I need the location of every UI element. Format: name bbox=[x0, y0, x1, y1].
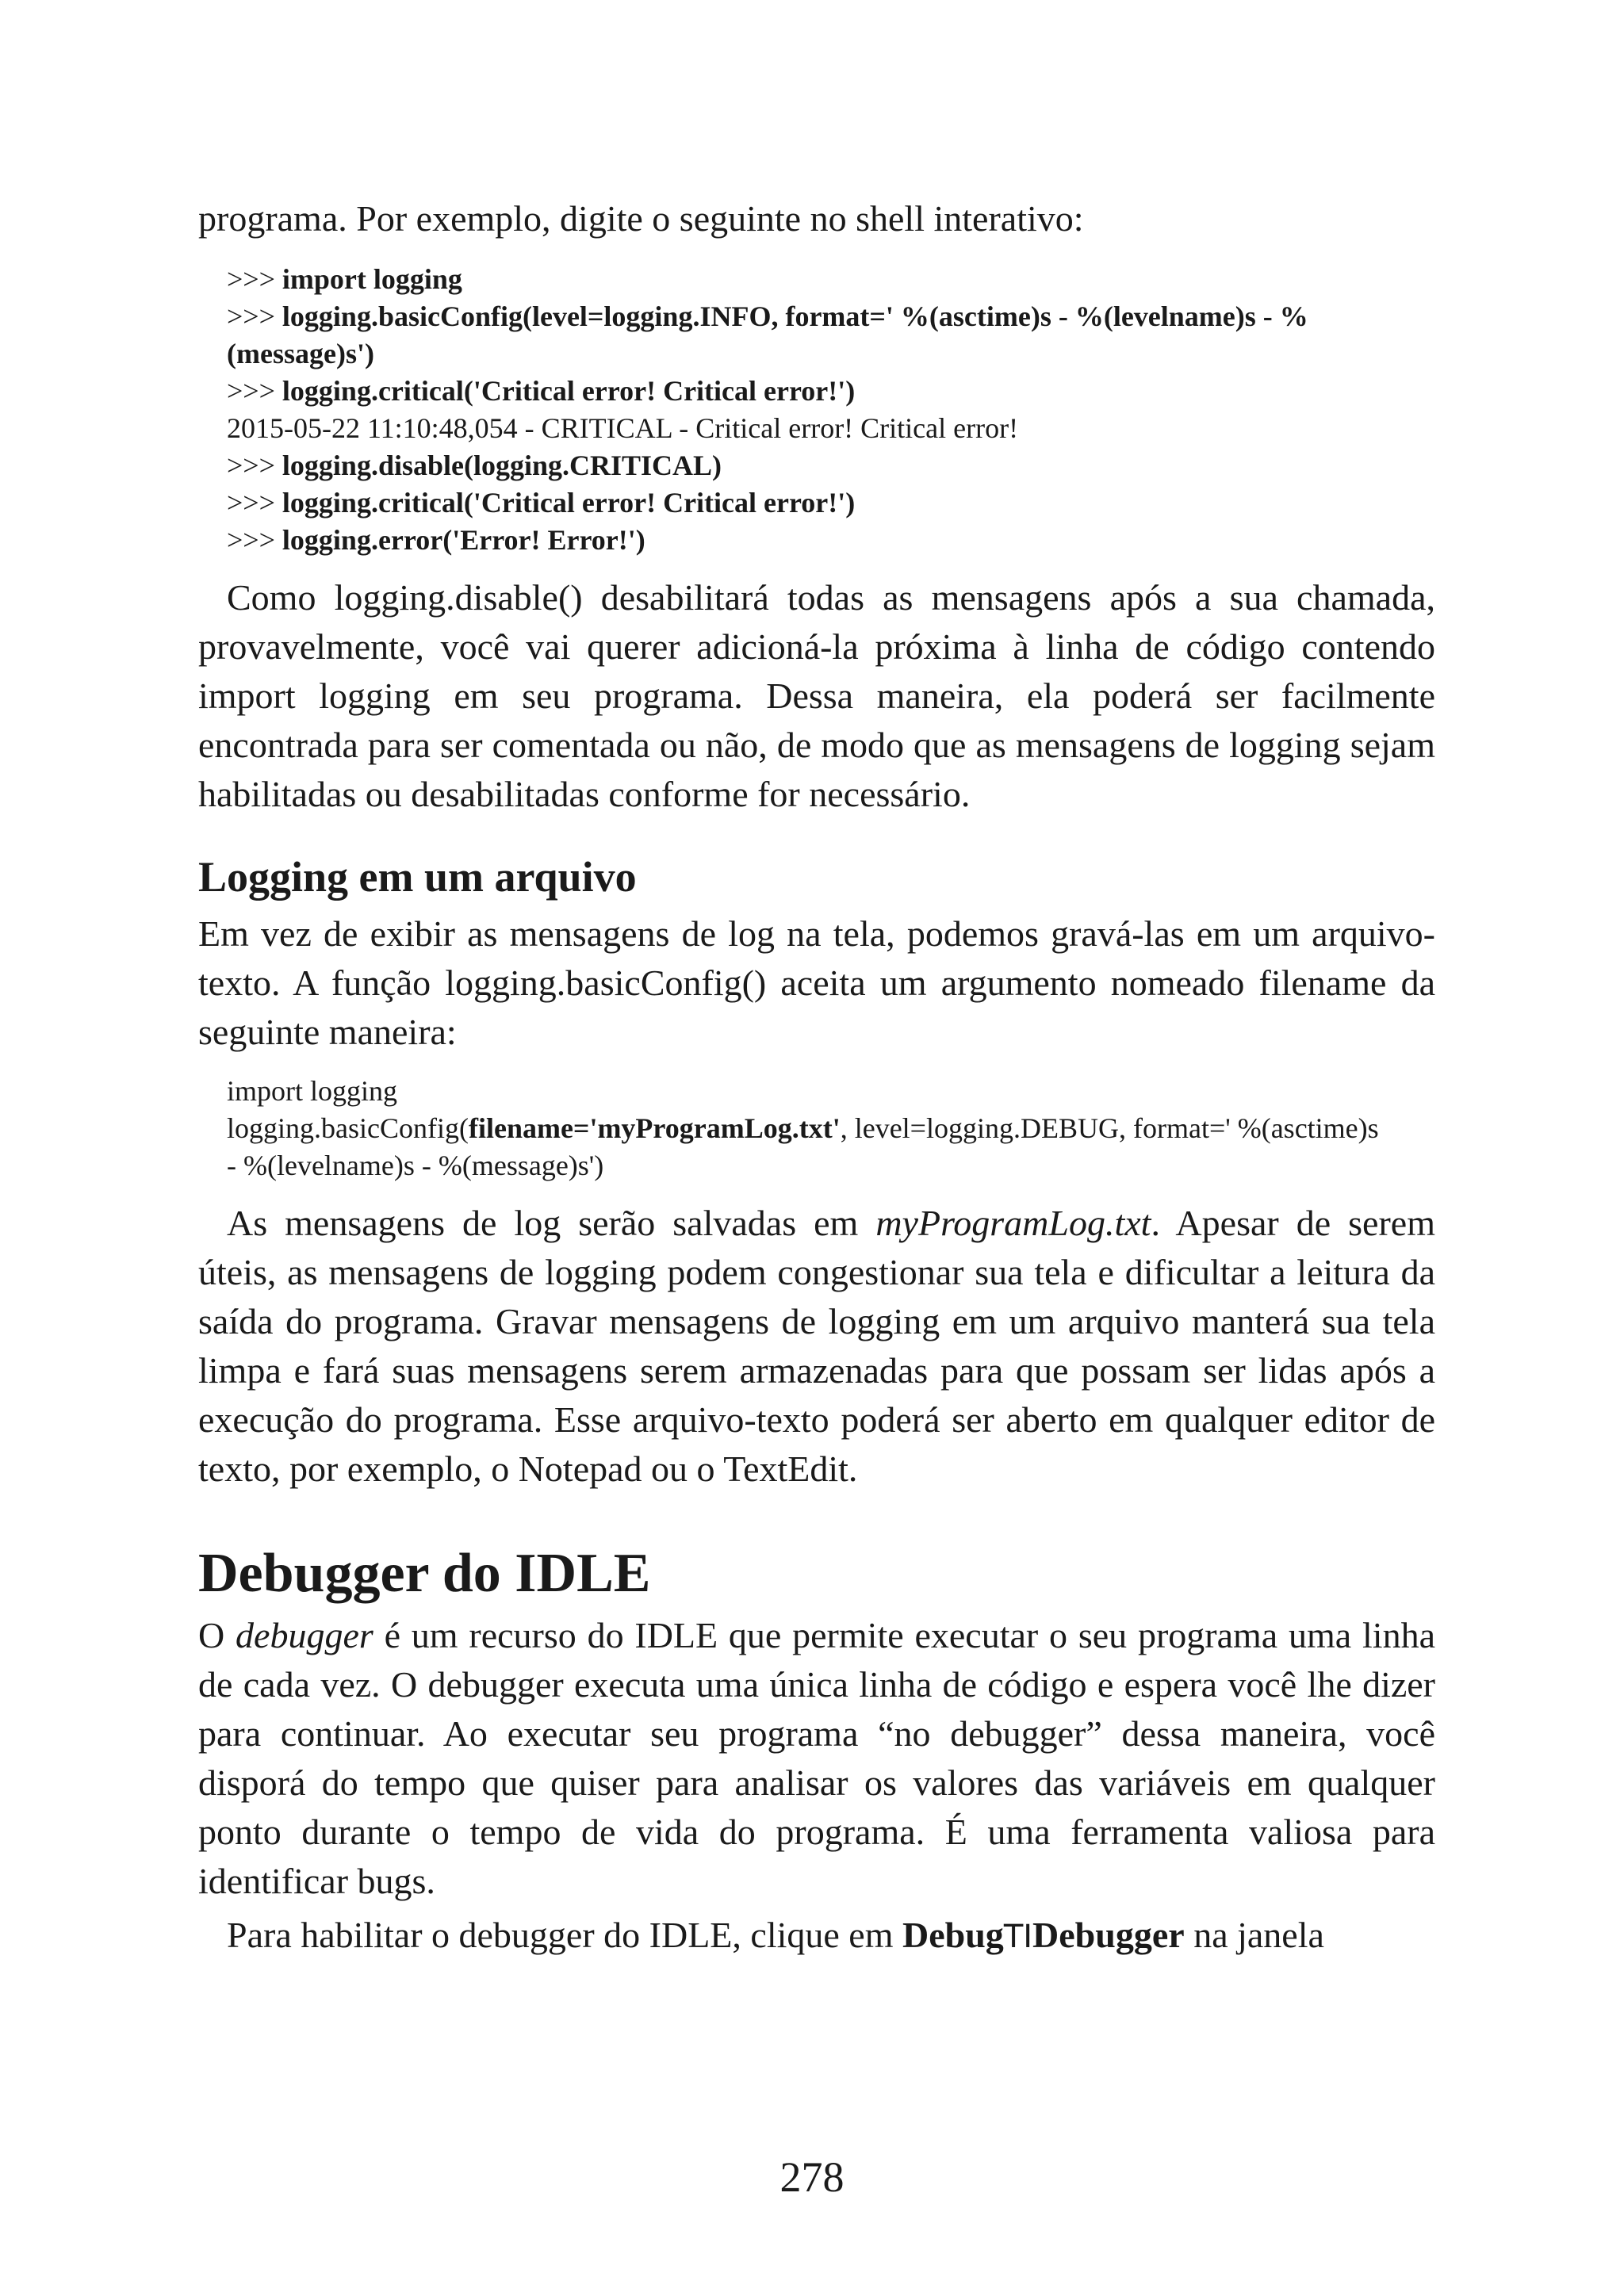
enable-debugger-paragraph: Para habilitar o debugger do IDLE, clique em DebugTIDebugger na janela bbox=[227, 1915, 1324, 1955]
code-line: import logging bbox=[227, 1075, 397, 1107]
code-line: >>> logging.error('Error! Error!') bbox=[227, 524, 645, 556]
saved-paragraph: As mensagens de log serão salvadas em myProgramLog.txt. Apesar de serem úteis, as mensagens de logging podem congestionar sua tela e dificultar a leitura da saída do programa. Gravar mensagens de logging em um arquivo manterá sua tela limpa e fará suas mensagens serem armazenadas para que possam ser lidas após a execução do programa. Esse arquivo-texto poderá ser aberto em qualquer editor de texto, por exemplo, o Notepad ou o TextEdit. bbox=[198, 1203, 1435, 1489]
code-line: >>> import logging bbox=[227, 263, 462, 295]
code-line: >>> logging.critical('Critical error! Critical error!') bbox=[227, 375, 856, 407]
code-block-file bbox=[227, 1073, 1435, 1184]
menu-debugger-label: Debugger bbox=[1032, 1915, 1185, 1955]
menu-arrow-glyph: TI bbox=[1003, 1919, 1033, 1955]
page-content bbox=[198, 194, 1435, 1961]
code-line: - %(levelname)s - %(message)s') bbox=[227, 1150, 604, 1181]
disable-paragraph: Como logging.disable() desabilitará todas as mensagens após a sua chamada, provavelmente, você vai querer adicioná-la próxima à linha de código contendo import logging em seu programa. Dessa maneira, ela poderá ser facilmente encontrada para ser comentada ou não, de modo que as mensagens de logging sejam habilitadas ou desabilitadas conforme for necessário. bbox=[198, 577, 1435, 814]
code-line: (message)s') bbox=[227, 338, 374, 369]
page-number: 278 bbox=[779, 2153, 845, 2201]
code-block-shell bbox=[227, 261, 1435, 559]
filename-italic: myProgramLog.txt bbox=[875, 1203, 1151, 1243]
debugger-paragraph: O debugger é um recurso do IDLE que permite executar o seu programa uma linha de cada vez. O debugger executa uma única linha de código e espera você lhe dizer para continuar. Ao executar seu programa “no debugger” dessa maneira, você disporá do tempo que quiser para analisar os valores das variáveis em qualquer ponto durante o tempo de vida do programa. É uma ferramenta valiosa para identificar bugs. bbox=[198, 1615, 1435, 1901]
debugger-italic: debugger bbox=[236, 1615, 373, 1655]
section-heading-debugger: Debugger do IDLE bbox=[198, 1543, 651, 1604]
code-line: >>> logging.basicConfig(level=logging.INFO, format=' %(asctime)s - %(levelname)s - % bbox=[227, 300, 1308, 332]
section-heading-logging-file: Logging em um arquivo bbox=[198, 853, 637, 901]
menu-debug-label: Debug bbox=[902, 1915, 1004, 1955]
code-line: logging.basicConfig(filename='myProgramLog.txt', level=logging.DEBUG, format=' %(asctime)s bbox=[227, 1112, 1379, 1144]
code-line: >>> logging.disable(logging.CRITICAL) bbox=[227, 450, 722, 481]
logging-file-paragraph: Em vez de exibir as mensagens de log na tela, podemos gravá-las em um arquivo-texto. A função logging.basicConfig() aceita um argumento nomeado filename da seguinte maneira: bbox=[198, 913, 1435, 1052]
code-output-line: 2015-05-22 11:10:48,054 - CRITICAL - Critical error! Critical error! bbox=[227, 412, 1019, 444]
code-line: >>> logging.critical('Critical error! Critical error!') bbox=[227, 487, 856, 519]
intro-paragraph: programa. Por exemplo, digite o seguinte no shell interativo: bbox=[198, 198, 1084, 239]
